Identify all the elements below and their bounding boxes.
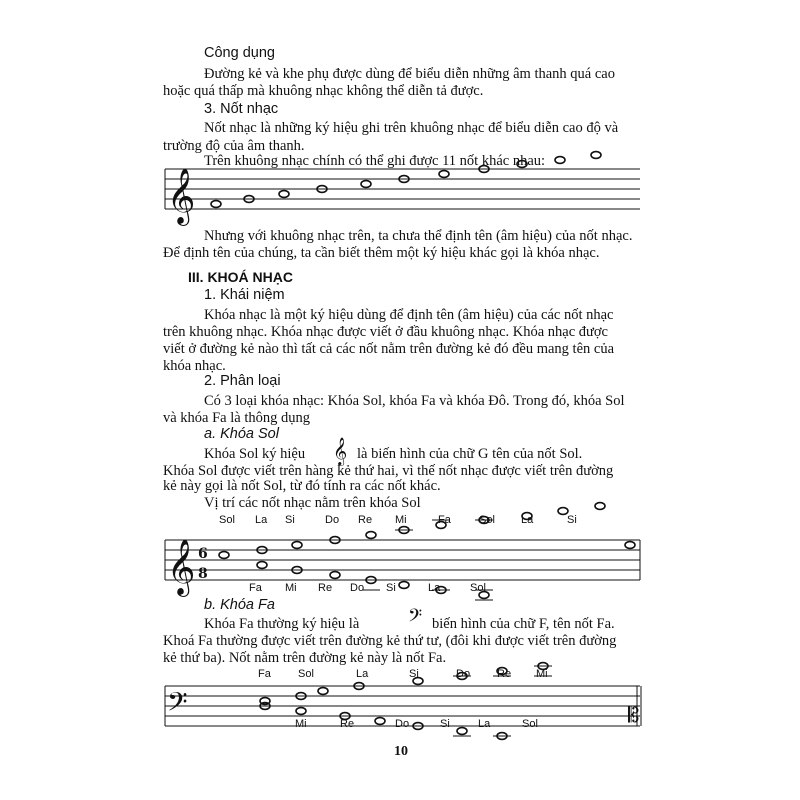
bass-bottom-name-5: La [478, 718, 491, 730]
treble-title: a. Khóa Sol [204, 426, 279, 442]
section-heading-clef: III. KHOÁ NHẠC [188, 269, 293, 285]
bass-bottom-name-3: Do [395, 718, 410, 730]
treble-bottom-name-3: Re [318, 582, 333, 594]
staff-eleven-notes [0, 160, 800, 224]
bass-top-name-3: La [356, 668, 369, 680]
bass-line-2: Khoá Fa thường được viết trên đường kẻ thứ tư, (đôi khi được viết trên đường [163, 633, 617, 649]
treble-clef-icon: 𝄞 [167, 168, 196, 224]
bass-top-name-1: Fa [258, 668, 271, 680]
treble-line-1b: là biến hình của chữ G tên của nốt Sol. [357, 446, 583, 462]
concept-line-3: viết ở đường kẻ nào thì tất cả các nốt nằm trên đường kẻ đó đều mang tên của [163, 341, 615, 357]
bass-clef-inline-icon: 𝄢 [408, 606, 423, 631]
notes-line-1: Nốt nhạc là những ký hiệu ghi trên khuông nhạc để biểu diễn cao độ và [204, 120, 619, 136]
treble-top-name-2: La [255, 514, 268, 526]
notes-after-2: Để định tên của chúng, ta cần biết thêm một ký hiệu khác gọi là khóa nhạc. [163, 245, 600, 261]
page-number: 10 [394, 744, 408, 759]
bass-line-1a: Khóa Fa thường ký hiệu là [204, 616, 360, 632]
bass-line-1b: biến hình của chữ F, tên nốt Fa. [432, 616, 615, 632]
usage-line-1: Đường kẻ và khe phụ được dùng để biểu diễn những âm thanh quá cao [204, 66, 615, 82]
treble-top-name-7: Fa [438, 514, 451, 526]
notes-line-2: trường độ của âm thanh. [163, 138, 305, 154]
bass-bottom-name-2: Re [340, 718, 355, 730]
usage-title: Công dụng [204, 45, 275, 61]
treble-bottom-name-5: Si [386, 582, 396, 594]
treble-bottom-name-6: La [428, 582, 441, 594]
treble-top-name-3: Si [285, 514, 295, 526]
bass-top-name-7: Mi [536, 668, 548, 680]
bass-top-name-2: Sol [298, 668, 314, 680]
bass-clef-staff-icon: 𝄢 [167, 686, 188, 724]
treble-top-name-1: Sol [219, 514, 235, 526]
classification-line-2: và khóa Fa là thông dụng [163, 410, 310, 426]
notes-title: 3. Nốt nhạc [204, 101, 279, 117]
treble-clef-staff-icon: 𝄞 [167, 539, 196, 595]
bass-bottom-name-4: Si [440, 718, 450, 730]
classification-line-1: Có 3 loại khóa nhạc: Khóa Sol, khóa Fa và khóa Đô. Trong đó, khóa Sol [204, 393, 625, 409]
bass-bottom-name-6: Sol [522, 718, 538, 730]
c-clef-icon: 𝄡 [628, 703, 640, 727]
treble-line-3: kẻ này gọi là nốt Sol, từ đó tính ra các nốt khác. [163, 478, 441, 494]
time-signature-bottom: 8 [198, 566, 208, 582]
bass-title: b. Khóa Fa [204, 597, 275, 613]
treble-line-4: Vị trí các nốt nhạc nằm trên khóa Sol [204, 495, 421, 511]
treble-clef-inline-icon: 𝄞 [333, 437, 348, 465]
classification-title: 2. Phân loại [204, 373, 281, 389]
bass-top-name-6: Re [497, 668, 512, 680]
treble-bottom-name-2: Mi [285, 582, 297, 594]
treble-top-name-10: Si [567, 514, 577, 526]
bass-top-name-5: Do [456, 668, 471, 680]
treble-line-2: Khóa Sol được viết trên hàng kẻ thứ hai, vì thế nốt nhạc được viết trên đường [163, 463, 614, 479]
usage-line-2: hoặc quá thấp mà khuông nhạc không thể diễn tả được. [163, 83, 484, 99]
treble-bottom-name-7: Sol [470, 582, 486, 594]
concept-title: 1. Khái niệm [204, 287, 285, 303]
treble-top-name-9: La [521, 514, 534, 526]
concept-line-2: trên khuông nhạc. Khóa nhạc được viết ở đầu khuông nhạc. Khóa nhạc được [163, 324, 608, 340]
staff-bass-positions [0, 682, 800, 742]
concept-line-4: khóa nhạc. [163, 358, 226, 374]
notes-after-1: Nhưng với khuông nhạc trên, ta chưa thể định tên (âm hiệu) của nốt nhạc. [204, 228, 633, 244]
treble-top-name-6: Mi [395, 514, 407, 526]
bass-top-name-4: Si [409, 668, 419, 680]
staff-treble-positions [0, 528, 800, 598]
treble-bottom-name-4: Do [350, 582, 365, 594]
treble-top-name-4: Do [325, 514, 340, 526]
treble-top-name-8: Sol [479, 514, 495, 526]
time-signature-top: 6 [198, 546, 208, 562]
treble-top-name-5: Re [358, 514, 373, 526]
concept-line-1: Khóa nhạc là một ký hiệu dùng để định tên (âm hiệu) của các nốt nhạc [204, 307, 614, 323]
treble-bottom-name-1: Fa [249, 582, 262, 594]
notes-line-3: Trên khuông nhạc chính có thể ghi được 11 nốt khác nhau: [204, 153, 546, 169]
bass-bottom-name-1: Mi [295, 718, 307, 730]
bass-line-3: kẻ thứ ba). Nốt nằm trên đường kẻ này là nốt Fa. [163, 650, 447, 666]
treble-line-1a: Khóa Sol ký hiệu [204, 446, 306, 462]
